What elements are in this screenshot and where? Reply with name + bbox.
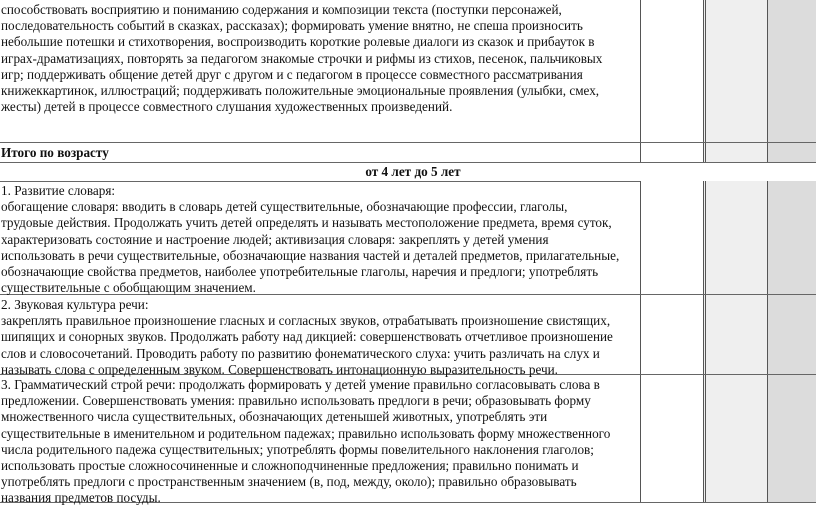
text-line: небольшие потешки и стихотворения, воспроизводить короткие ролевые диалоги из сказок и прибауток в: [1, 34, 595, 50]
score-cell-3[interactable]: [767, 181, 816, 294]
score-cell-1[interactable]: [640, 181, 703, 294]
text-line: книжеккартинок, иллюстраций; поддерживать положительные эмоциональные проявления (улыбки, смех,: [1, 83, 600, 99]
text-line: использовать простые сложносочиненные и сложноподчиненные предложения; правильно понимать и: [1, 458, 579, 474]
score-cell-3[interactable]: [767, 375, 816, 502]
text-line: трудовые действия. Продолжать учить детей определять и называть местоположение предмета, время суток,: [1, 215, 612, 231]
score-cell-1[interactable]: [640, 0, 703, 142]
score-cell-3[interactable]: [767, 143, 816, 162]
text-line: предложении. Совершенствовать умения: правильно использовать предлоги в речи; образовывать форму: [1, 393, 591, 409]
text-line: названия предметов посуды.: [1, 490, 161, 506]
total-label: Итого по возрасту: [1, 145, 109, 160]
text-line: игр; поддерживать общение детей друг с другом и с педагогом в процессе совместного рассматривания: [1, 66, 583, 82]
text-line: использовать в речи существительные, обозначающие названия частей и деталей предметов, прилагательные,: [1, 247, 620, 263]
text-line: существительные в именительном и родительном падежах; правильно использовать форму множественного: [1, 425, 611, 441]
table-row-total-by-age: [0, 143, 816, 163]
text-line: характеризовать состояние и настроение людей; активизация словаря: закреплять у детей умения: [1, 231, 549, 247]
text-line: называть слова с определенным звуком. Совершенствовать интонационную выразительность речи.: [1, 361, 558, 377]
text-line: 2. Звуковая культура речи:: [1, 297, 149, 312]
score-cell-3[interactable]: [767, 0, 816, 142]
table-row-vocabulary: [0, 181, 816, 295]
score-cell-2[interactable]: [703, 375, 767, 502]
text-line: играх-драматизациях, повторять за педагогом знакомые строчки и рифмы из стихов, песенок, пальчиковых: [1, 50, 603, 66]
content-cell: [0, 295, 640, 377]
text-line: жесты) детей в процессе совместного слушания художественных произведений.: [1, 99, 453, 115]
score-cell-1[interactable]: [640, 295, 703, 374]
score-cell-2[interactable]: [703, 0, 767, 142]
table-row-speech-perception: [0, 0, 816, 143]
text-line: последовательность событий в сказках, рассказах); формировать умение внятно, не спеша произносить: [1, 18, 583, 34]
text-line: множественного числа существительных, обозначающих детенышей животных, употреблять эти: [1, 409, 548, 425]
text-line: числа родительного падежа существительных; употреблять формы повелительного наклонения глаголов;: [1, 441, 594, 457]
age-section-header: от 4 лет до 5 лет: [0, 162, 816, 182]
text-line: обогащение словаря: вводить в словарь детей существительные, обозначающие профессии, глаголы,: [1, 199, 568, 215]
score-cell-1[interactable]: [640, 375, 703, 502]
text-line: закреплять правильное произношение гласных и согласных звуков, отрабатывать произношение свистящих,: [1, 313, 611, 329]
text-line: существительные с обобщающим значением.: [1, 280, 256, 296]
table-row-grammar: [0, 375, 816, 506]
content-cell: [0, 143, 640, 162]
content-cell: [0, 0, 640, 142]
text-line: шипящих и сонорных звуков. Продолжать работу над дикцией: совершенствовать отчетливое произношение: [1, 329, 613, 345]
text-line: употреблять предлоги с пространственным значением (в, под, между, около); правильно образовывать: [1, 474, 577, 490]
content-cell: [0, 375, 640, 506]
content-cell: [0, 181, 640, 294]
score-cell-2[interactable]: [703, 295, 767, 374]
text-line: слов и словосочетаний. Проводить работу по развитию фонематического слуха: учить различать на слух и: [1, 345, 600, 361]
table-row-sound-culture: [0, 295, 816, 375]
score-cell-3[interactable]: [767, 295, 816, 374]
text-line: 3. Грамматический строй речи: продолжать формировать у детей умение правильно согласовывать слова в: [1, 377, 600, 392]
score-cell-2[interactable]: [703, 181, 767, 294]
text-line: обозначающие свойства предметов, наиболее употребительные глаголы, наречия и предлоги; употреблять: [1, 264, 599, 280]
score-cell-1[interactable]: [640, 143, 703, 162]
score-cell-2[interactable]: [703, 143, 767, 162]
text-line: 1. Развитие словаря:: [1, 183, 116, 198]
text-line: способствовать восприятию и пониманию содержания и композиции текста (поступки персонажей,: [1, 2, 562, 17]
